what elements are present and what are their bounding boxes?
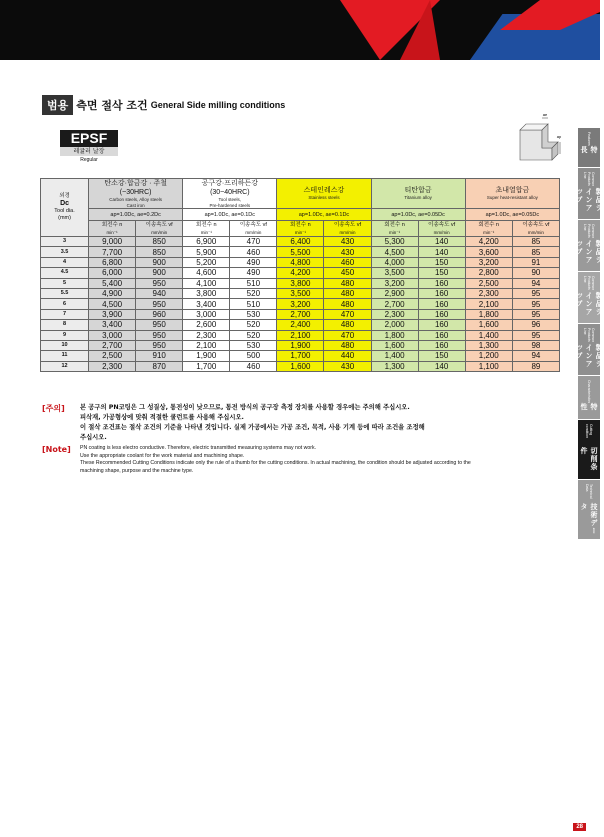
diameter-en: Tool dia.: [54, 208, 75, 214]
value-cell: 900: [136, 268, 183, 278]
table-row: [41, 361, 560, 371]
side-tab-en: Features: [587, 132, 591, 146]
value-cell: 2,300: [465, 288, 512, 298]
value-cell: 460: [230, 247, 277, 257]
side-tab-en: Cutting condition: [585, 424, 593, 439]
value-cell: 950: [136, 330, 183, 340]
value-cell: 2,000: [371, 320, 418, 330]
value-cell: 5,300: [371, 237, 418, 247]
material-hardness: (~30HRC): [119, 189, 152, 196]
value-cell: 910: [136, 351, 183, 361]
diameter-cell: 3: [41, 237, 89, 247]
value-cell: 2,300: [89, 361, 136, 371]
value-cell: 450: [324, 268, 371, 278]
value-cell: 490: [230, 268, 277, 278]
value-cell: 1,600: [465, 320, 512, 330]
side-tab-6[interactable]: [578, 420, 600, 480]
cut-depth: ap=1.0Dc, ae=0.05Dc: [371, 209, 465, 221]
feed-unit: mm/min: [339, 229, 356, 235]
diameter-cell: 7: [41, 309, 89, 319]
value-cell: 5,500: [277, 247, 324, 257]
value-cell: 430: [324, 247, 371, 257]
value-cell: 1,200: [465, 351, 512, 361]
table-row: [41, 299, 560, 309]
notes-korean-badge: [주의]: [42, 404, 65, 413]
value-cell: 140: [418, 237, 465, 247]
value-cell: 520: [230, 288, 277, 298]
value-cell: 3,200: [277, 299, 324, 309]
value-cell: 94: [512, 278, 559, 288]
rpm-unit: min⁻¹: [294, 229, 306, 235]
side-tab-1[interactable]: [575, 168, 603, 220]
value-cell: 1,400: [465, 330, 512, 340]
material-hardness: (30~40HRC): [210, 189, 250, 196]
value-cell: 5,200: [183, 257, 230, 267]
value-cell: 95: [512, 309, 559, 319]
title-english: General Side milling conditions: [150, 100, 286, 110]
diameter-cell: 9: [41, 330, 89, 340]
value-cell: 3,800: [183, 288, 230, 298]
value-cell: 1,800: [465, 309, 512, 319]
value-cell: 2,100: [465, 299, 512, 309]
note-ko-line: 피삭재, 가공형상에 맞춰 적절한 쿨런트를 사용해 주십시오.: [80, 414, 244, 421]
banner-red-shape-2: [400, 0, 440, 60]
side-tab-jp: 製品ラインアップ: [575, 187, 603, 212]
value-cell: 140: [418, 247, 465, 257]
table-row: [41, 257, 560, 267]
rpm-label: 회전수 n: [478, 221, 499, 228]
value-cell: 89: [512, 361, 559, 371]
diameter-cell: 12: [41, 361, 89, 371]
value-cell: 2,700: [89, 340, 136, 350]
diameter-cell: 3.5: [41, 247, 89, 257]
feed-label: 이송속도 vf: [145, 221, 173, 228]
value-cell: 430: [324, 237, 371, 247]
side-tab-jp: 特 性: [580, 403, 598, 412]
value-cell: 3,000: [183, 309, 230, 319]
note-ko-line: 이 절삭 조건표는 절삭 조건의 기준을 나타낸 것입니다. 실제 가공에서는 가공 조건, 목적, 사용 기계 등에 따라 조건을 조정해: [80, 424, 425, 431]
diameter-cell: 4.5: [41, 268, 89, 278]
value-cell: 430: [324, 361, 371, 371]
side-tab-en: Common Products Line: [583, 276, 595, 291]
rpm-label: 회전수 n: [196, 221, 217, 228]
model-english: Regular: [80, 157, 98, 163]
side-tab-2[interactable]: [575, 220, 603, 272]
value-cell: 850: [136, 237, 183, 247]
side-tab-en: Technical Data: [585, 484, 593, 499]
page-number: 28: [573, 823, 586, 831]
value-cell: 95: [512, 288, 559, 298]
value-cell: 160: [418, 309, 465, 319]
rpm-label: 회전수 n: [290, 221, 311, 228]
value-cell: 2,700: [277, 309, 324, 319]
value-cell: 940: [136, 288, 183, 298]
value-cell: 1,400: [371, 351, 418, 361]
value-cell: 460: [324, 257, 371, 267]
value-cell: 480: [324, 340, 371, 350]
value-cell: 2,100: [183, 340, 230, 350]
value-cell: 1,700: [183, 361, 230, 371]
value-cell: 6,400: [277, 237, 324, 247]
value-cell: 85: [512, 247, 559, 257]
material-ko: 스테인레스강: [303, 187, 345, 195]
feed-label: 이송속도 vf: [239, 221, 267, 228]
value-cell: 140: [418, 361, 465, 371]
material-en: Carbon steels, Alloy steels Cast iron: [109, 197, 163, 208]
value-cell: 4,800: [277, 257, 324, 267]
rpm-header: [277, 221, 324, 237]
value-cell: 500: [230, 351, 277, 361]
value-cell: 960: [136, 309, 183, 319]
feed-header: [136, 221, 183, 237]
diameter-cell: 10: [41, 340, 89, 350]
value-cell: 4,200: [277, 268, 324, 278]
value-cell: 950: [136, 299, 183, 309]
table-row: [41, 351, 560, 361]
material-ko: 공구강·프리하든강: [201, 180, 259, 187]
notes-english-badge: [Note]: [42, 445, 71, 454]
value-cell: 6,000: [89, 268, 136, 278]
side-milling-diagram: [512, 110, 562, 165]
rpm-label: 회전수 n: [101, 221, 123, 228]
value-cell: 470: [324, 309, 371, 319]
rpm-header: [465, 221, 512, 237]
material-group-header: [277, 179, 371, 209]
page-title: [42, 95, 285, 115]
diagram-ap-label: ap: [556, 134, 562, 139]
side-tab-7[interactable]: [578, 480, 600, 540]
table-row: [41, 268, 560, 278]
material-en: Titanium alloy: [404, 195, 432, 201]
cut-depth: ap=1.0Dc, ae=0.05Dc: [465, 209, 559, 221]
side-navigation: [575, 128, 603, 540]
rpm-label: 회전수 n: [384, 221, 405, 228]
note-en-line: machining shape, purpose and the machine type.: [80, 467, 194, 474]
diameter-header: [41, 179, 89, 237]
diameter-cell: 4: [41, 257, 89, 267]
value-cell: 950: [136, 278, 183, 288]
value-cell: 3,400: [89, 320, 136, 330]
table-row: [41, 288, 560, 298]
value-cell: 480: [324, 320, 371, 330]
rpm-header: [89, 221, 136, 237]
value-cell: 3,400: [183, 299, 230, 309]
feed-label: 이송속도 vf: [333, 221, 362, 228]
value-cell: 2,700: [371, 299, 418, 309]
diameter-cell: 5.5: [41, 288, 89, 298]
value-cell: 2,600: [183, 320, 230, 330]
value-cell: 160: [418, 340, 465, 350]
table-row: [41, 330, 560, 340]
diameter-cell: 5: [41, 278, 89, 288]
value-cell: 150: [418, 257, 465, 267]
table-row: [41, 320, 560, 330]
material-ko: 탄소강·합금강 · 주철: [104, 180, 167, 187]
note-en-line: Use the appropriate coolant for the work material and machining shape.: [80, 452, 245, 459]
diagram-ae-label: ae: [542, 112, 548, 117]
value-cell: 1,300: [371, 361, 418, 371]
rpm-unit: min⁻¹: [483, 229, 495, 235]
rpm-header: [371, 221, 418, 237]
value-cell: 470: [230, 237, 277, 247]
category-tag: 범용: [42, 95, 73, 115]
value-cell: 91: [512, 257, 559, 267]
model-label: [60, 130, 118, 164]
side-tab-4[interactable]: [575, 324, 603, 376]
cut-depth: ap=1.0Dc, ae=0.1Dc: [183, 209, 277, 221]
side-tab-jp: 製品ラインアップ: [575, 291, 603, 316]
value-cell: 3,200: [465, 257, 512, 267]
value-cell: 6,800: [89, 257, 136, 267]
feed-header: [230, 221, 277, 237]
value-cell: 160: [418, 288, 465, 298]
diameter-symbol: Dc: [60, 200, 70, 207]
side-tab-en: Common Products Line: [583, 328, 595, 343]
note-en-line: These Recommended Cutting Conditions indicate only the rule of a thumb for the cutting conditions. In actual machining, the condition should be adjusted according to the: [80, 460, 471, 466]
table-row: [41, 278, 560, 288]
material-ko: 초내열합금: [495, 187, 530, 195]
value-cell: 98: [512, 340, 559, 350]
value-cell: 2,900: [371, 288, 418, 298]
value-cell: 5,400: [89, 278, 136, 288]
side-tab-0[interactable]: [578, 128, 600, 168]
diameter-cell: 6: [41, 299, 89, 309]
side-tab-jp: 製品ラインアップ: [575, 343, 603, 368]
header-banner: [0, 0, 600, 60]
value-cell: 2,300: [371, 309, 418, 319]
model-korean: 레귤러 날장: [60, 147, 118, 156]
value-cell: 480: [324, 299, 371, 309]
value-cell: 850: [136, 247, 183, 257]
table-row: [41, 247, 560, 257]
value-cell: 1,600: [277, 361, 324, 371]
title-korean: 측면 절삭 조건: [76, 99, 148, 112]
value-cell: 160: [418, 330, 465, 340]
value-cell: 2,800: [465, 268, 512, 278]
value-cell: 900: [136, 257, 183, 267]
value-cell: 870: [136, 361, 183, 371]
value-cell: 3,500: [371, 268, 418, 278]
side-tab-jp: 特 長: [580, 145, 598, 154]
value-cell: 950: [136, 320, 183, 330]
value-cell: 480: [324, 278, 371, 288]
value-cell: 90: [512, 268, 559, 278]
value-cell: 4,600: [183, 268, 230, 278]
value-cell: 480: [324, 288, 371, 298]
value-cell: 2,500: [465, 278, 512, 288]
value-cell: 1,800: [371, 330, 418, 340]
value-cell: 85: [512, 237, 559, 247]
value-cell: 4,500: [89, 299, 136, 309]
material-en: Stainless steels: [308, 195, 340, 201]
value-cell: 3,000: [89, 330, 136, 340]
value-cell: 94: [512, 351, 559, 361]
cut-depth: ap=1.0Dc, ae=0.2Dc: [89, 209, 183, 221]
value-cell: 4,100: [183, 278, 230, 288]
feed-unit: mm/min: [433, 229, 450, 235]
value-cell: 520: [230, 330, 277, 340]
value-cell: 150: [418, 268, 465, 278]
feed-unit: mm/min: [527, 229, 544, 235]
value-cell: 510: [230, 299, 277, 309]
value-cell: 1,900: [183, 351, 230, 361]
value-cell: 520: [230, 320, 277, 330]
material-group-header: [183, 179, 277, 209]
cutting-conditions-table: [40, 178, 560, 372]
diameter-cell: 11: [41, 351, 89, 361]
table-row: [41, 237, 560, 247]
feed-label: 이송속도 vf: [522, 221, 550, 228]
model-code: EPSF: [60, 130, 118, 147]
value-cell: 460: [230, 361, 277, 371]
value-cell: 1,100: [465, 361, 512, 371]
value-cell: 2,300: [183, 330, 230, 340]
value-cell: 1,900: [277, 340, 324, 350]
side-tab-en: Characteristics: [587, 380, 591, 404]
value-cell: 3,900: [89, 309, 136, 319]
note-en-line: PN coating is less electro conductive. Therefore, electric transmitted measuring systems may not work.: [80, 445, 317, 451]
value-cell: 3,600: [465, 247, 512, 257]
material-group-header: [89, 179, 183, 209]
value-cell: 7,700: [89, 247, 136, 257]
value-cell: 950: [136, 340, 183, 350]
material-en: Super heat-resistant alloy: [486, 195, 538, 201]
notes-section: [42, 403, 562, 475]
note-ko-line: 본 공구의 PN코팅은 그 성질상, 통전성이 낮으므로, 통전 방식의 공구장 측정 장치를 사용할 경우에는 주의해 주십시오.: [80, 404, 410, 411]
value-cell: 4,000: [371, 257, 418, 267]
value-cell: 1,700: [277, 351, 324, 361]
value-cell: 1,300: [465, 340, 512, 350]
value-cell: 1,600: [371, 340, 418, 350]
side-tab-en: Common Products Line: [583, 172, 595, 187]
value-cell: 3,200: [371, 278, 418, 288]
rpm-unit: min⁻¹: [389, 229, 401, 235]
feed-header: [324, 221, 371, 237]
cut-depth: ap=1.0Dc, ae=0.1Dc: [277, 209, 371, 221]
value-cell: 95: [512, 299, 559, 309]
feed-header: [512, 221, 559, 237]
rpm-unit: min⁻¹: [106, 229, 118, 235]
value-cell: 4,200: [465, 237, 512, 247]
value-cell: 2,500: [89, 351, 136, 361]
value-cell: 160: [418, 299, 465, 309]
value-cell: 530: [230, 340, 277, 350]
value-cell: 4,500: [371, 247, 418, 257]
feed-label: 이송속도 vf: [428, 221, 456, 228]
value-cell: 160: [418, 278, 465, 288]
feed-unit: mm/min: [245, 229, 262, 235]
diameter-cell: 8: [41, 320, 89, 330]
feed-unit: mm/min: [151, 229, 168, 235]
value-cell: 150: [418, 351, 465, 361]
material-group-header: [371, 179, 465, 209]
value-cell: 3,800: [277, 278, 324, 288]
value-cell: 2,100: [277, 330, 324, 340]
value-cell: 6,900: [183, 237, 230, 247]
value-cell: 490: [230, 257, 277, 267]
value-cell: 4,900: [89, 288, 136, 298]
material-en: Tool steels, Pre-hardened steels: [209, 197, 251, 208]
side-tab-en: Common Products Line: [583, 224, 595, 239]
material-ko: 티탄합금: [404, 187, 432, 195]
value-cell: 96: [512, 320, 559, 330]
diameter-unit: (mm): [58, 215, 71, 221]
value-cell: 160: [418, 320, 465, 330]
note-ko-line: 주십시오.: [80, 434, 107, 441]
side-tab-5[interactable]: [578, 376, 600, 420]
material-group-header: [465, 179, 559, 209]
value-cell: 470: [324, 330, 371, 340]
side-tab-jp: 技術データ: [580, 502, 598, 535]
value-cell: 5,900: [183, 247, 230, 257]
table-row: [41, 309, 560, 319]
feed-header: [418, 221, 465, 237]
value-cell: 2,400: [277, 320, 324, 330]
value-cell: 95: [512, 330, 559, 340]
rpm-unit: min⁻¹: [200, 229, 212, 235]
side-tab-jp: 切削条件: [580, 446, 598, 471]
side-tab-3[interactable]: [575, 272, 603, 324]
rpm-header: [183, 221, 230, 237]
value-cell: 530: [230, 309, 277, 319]
value-cell: 9,000: [89, 237, 136, 247]
table-row: [41, 340, 560, 350]
value-cell: 440: [324, 351, 371, 361]
value-cell: 3,500: [277, 288, 324, 298]
side-tab-jp: 製品ラインアップ: [575, 239, 603, 264]
value-cell: 510: [230, 278, 277, 288]
diameter-ko: 외경: [59, 193, 70, 199]
